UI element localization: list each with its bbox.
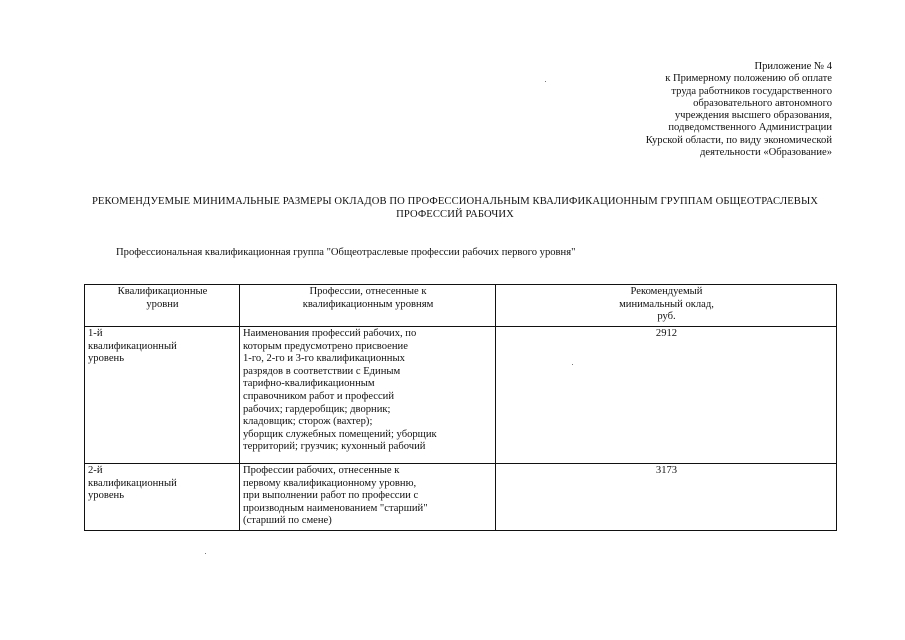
cell-salary: 2912 bbox=[496, 327, 837, 464]
appendix-line: деятельности «Образование» bbox=[700, 147, 832, 159]
table-header-row bbox=[85, 285, 837, 327]
header-professions: Профессии, отнесенные к квалификационным уровням bbox=[240, 285, 496, 327]
appendix-line: труда работников государственного bbox=[671, 85, 832, 97]
cell-professions: Профессии рабочих, отнесенные к первому квалификационному уровню, при выполнении работ по профессии с производным наименованием "старший" (старший по смене) bbox=[240, 464, 496, 531]
header-salary: Рекомендуемый минимальный оклад, руб. bbox=[496, 285, 837, 327]
appendix-line: учреждения высшего образования, bbox=[674, 110, 832, 122]
scan-speck bbox=[205, 553, 206, 554]
cell-level: 2-й квалификационный уровень bbox=[85, 464, 240, 531]
scan-speck bbox=[545, 81, 546, 82]
appendix-line: к Примерному положению об оплате bbox=[665, 73, 832, 85]
cell-level: 1-й квалификационный уровень bbox=[85, 327, 240, 464]
header-levels: Квалификационные уровни bbox=[85, 285, 240, 327]
appendix-block bbox=[572, 61, 832, 159]
salary-table bbox=[84, 284, 837, 531]
qualification-group-title: Профессиональная квалификационная группа "Общеотраслевые профессии рабочих первого уровня" bbox=[116, 247, 576, 258]
cell-professions: Наименования профессий рабочих, по которым предусмотрено присвоение 1-го, 2-го и 3-го квалификационных разрядов в соответствии с Единым тарифно-квалификационным справочником работ и профессий рабочих; гардеробщик; дворник; кладовщик; сторож (вахтер); уборщик служебных помещений; уборщик территорий; грузчик; кухонный рабочий bbox=[240, 327, 496, 464]
document-title-line-2: ПРОФЕССИЙ РАБОЧИХ bbox=[396, 208, 514, 220]
table-row bbox=[85, 464, 837, 531]
appendix-line: Курской области, по виду экономической bbox=[645, 134, 832, 146]
scan-speck bbox=[572, 364, 573, 365]
table-row bbox=[85, 327, 837, 464]
appendix-line: подведомственного Администрации bbox=[668, 122, 832, 134]
appendix-line: Приложение № 4 bbox=[754, 61, 832, 72]
document-title bbox=[85, 196, 825, 221]
appendix-line: образовательного автономного bbox=[693, 97, 832, 109]
cell-salary: 3173 bbox=[496, 464, 837, 531]
document-title-line-1: РЕКОМЕНДУЕМЫЕ МИНИМАЛЬНЫЕ РАЗМЕРЫ ОКЛАДОВ ПО ПРОФЕССИОНАЛЬНЫМ КВАЛИФИКАЦИОННЫМ ГРУППАМ ОБЩЕОТРАСЛЕВЫХ bbox=[91, 196, 819, 207]
